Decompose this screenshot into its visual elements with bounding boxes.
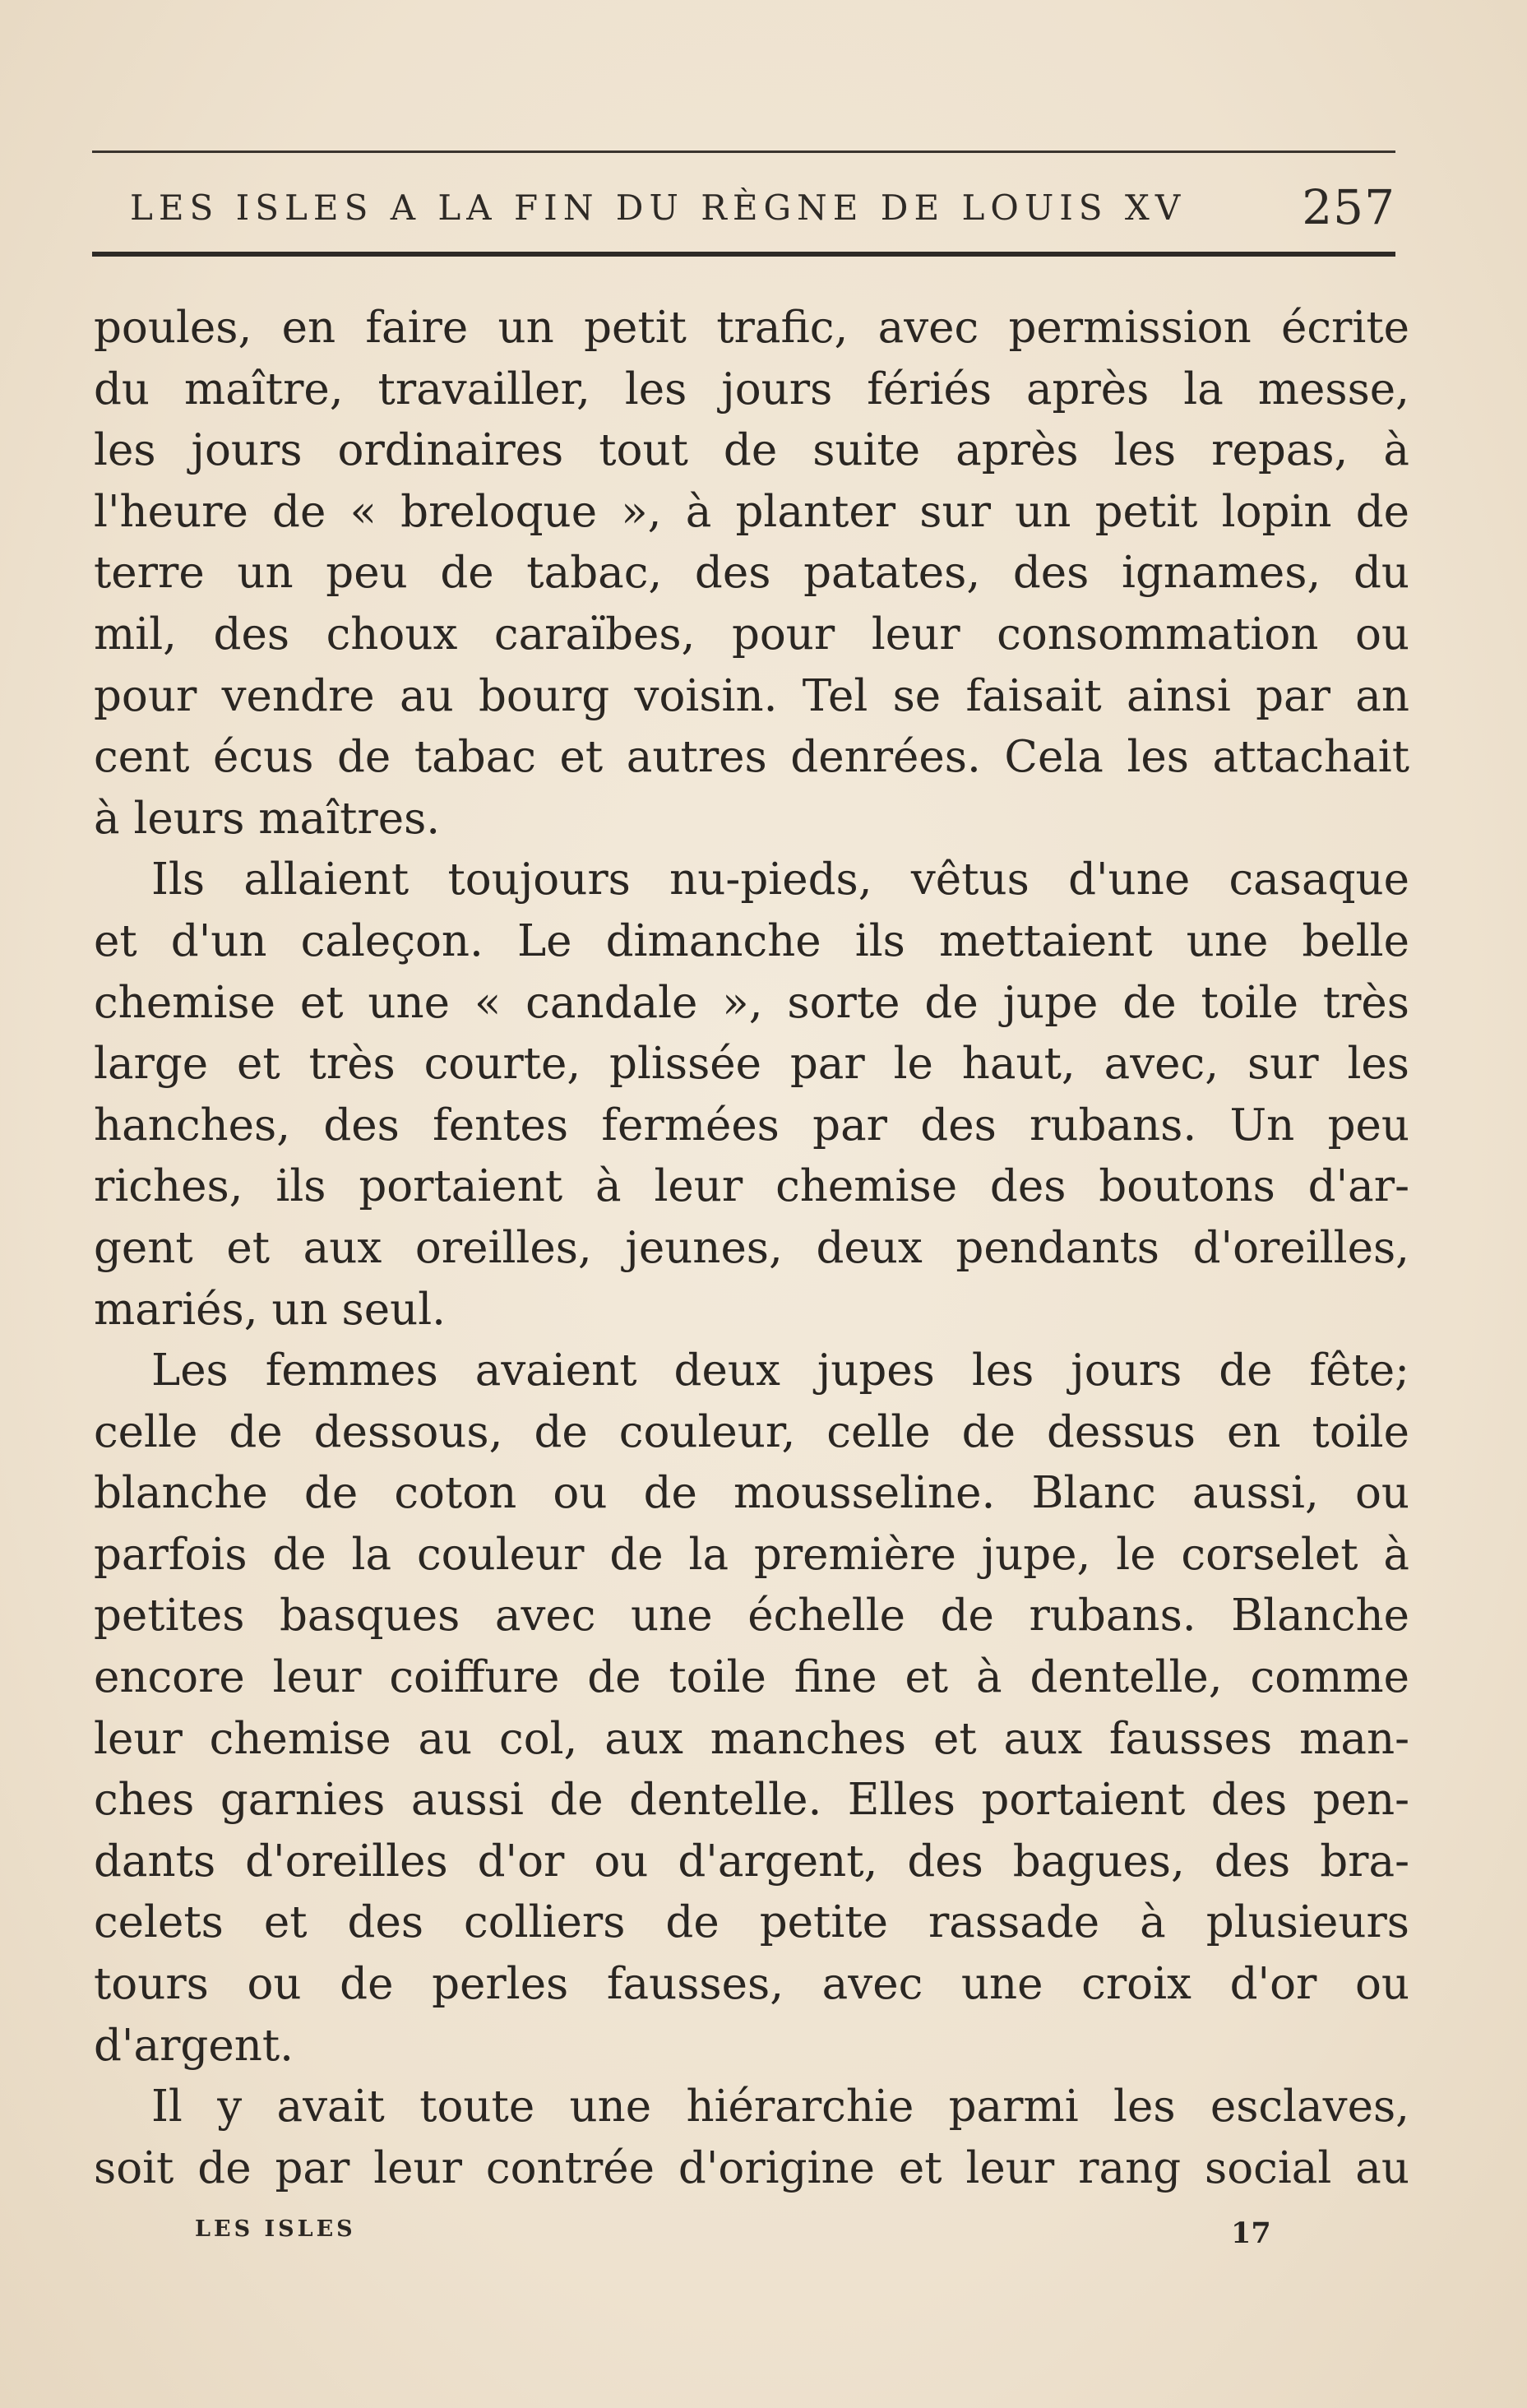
text-line: riches, ils portaient à leur chemise des boutons d'ar-	[94, 1161, 1409, 1212]
text-line: chemise et une « candale », sorte de jupe de toile très	[94, 977, 1409, 1028]
text-line: à leurs maîtres.	[94, 793, 441, 844]
gathering-number: 17	[1231, 2216, 1271, 2250]
text-line: soit de par leur contrée d'origine et leur rang social au	[94, 2142, 1409, 2193]
text-line: ches garnies aussi de dentelle. Elles portaient des pen-	[94, 1775, 1409, 1826]
body-text	[94, 298, 1409, 2199]
header-rule-bottom	[92, 252, 1395, 257]
paragraph-start-line: Ils allaient toujours nu-pieds, vêtus d'une casaque	[151, 854, 1409, 905]
page-number: 257	[1302, 179, 1395, 235]
text-line: et d'un caleçon. Le dimanche ils mettaient une belle	[94, 915, 1409, 966]
text-line: dants d'oreilles d'or ou d'argent, des bagues, des bra-	[94, 1836, 1409, 1887]
text-line: large et très courte, plissée par le haut, avec, sur les	[94, 1039, 1409, 1090]
paragraph-start-line: Les femmes avaient deux jupes les jours de fête;	[151, 1345, 1409, 1396]
text-line: gent et aux oreilles, jeunes, deux pendants d'oreilles,	[94, 1222, 1409, 1273]
text-line: tours ou de perles fausses, avec une croix d'or ou	[94, 1959, 1409, 2010]
text-line: d'argent.	[94, 2020, 294, 2071]
text-line: mil, des choux caraïbes, pour leur consommation ou	[94, 609, 1409, 660]
text-line: terre un peu de tabac, des patates, des ignames, du	[94, 548, 1409, 599]
text-line: poules, en faire un petit trafic, avec permission écrite	[94, 303, 1409, 353]
text-line: pour vendre au bourg voisin. Tel se faisait ainsi par an	[94, 670, 1409, 721]
header-rule-top	[92, 150, 1395, 153]
text-line: du maître, travailler, les jours fériés après la messe,	[94, 364, 1409, 414]
text-line: parfois de la couleur de la première jupe, le corselet à	[94, 1529, 1409, 1580]
running-head	[92, 174, 1395, 240]
paragraph-start-line: Il y avait toute une hiérarchie parmi les esclaves,	[151, 2082, 1409, 2132]
text-line: encore leur coiffure de toile fine et à dentelle, comme	[94, 1652, 1409, 1703]
text-line: blanche de coton ou de mousseline. Blanc aussi, ou	[94, 1468, 1409, 1519]
signature-mark: LES ISLES	[195, 2216, 356, 2242]
text-line: l'heure de « breloque », à planter sur un petit lopin de	[94, 486, 1409, 537]
text-line: hanches, des fentes fermées par des rubans. Un peu	[94, 1100, 1409, 1151]
text-line: leur chemise au col, aux manches et aux fausses man-	[94, 1713, 1409, 1764]
running-title: LES ISLES A LA FIN DU RÈGNE DE LOUIS XV	[130, 187, 1187, 228]
text-line: cent écus de tabac et autres denrées. Cela les attachait	[94, 732, 1409, 783]
text-line: petites basques avec une échelle de rubans. Blanche	[94, 1591, 1409, 1642]
text-line: mariés, un seul.	[94, 1284, 447, 1335]
text-line: celets et des colliers de petite rassade à plusieurs	[94, 1897, 1409, 1948]
text-line: les jours ordinaires tout de suite après les repas, à	[94, 425, 1409, 476]
text-line: celle de dessous, de couleur, celle de dessus en toile	[94, 1406, 1409, 1457]
